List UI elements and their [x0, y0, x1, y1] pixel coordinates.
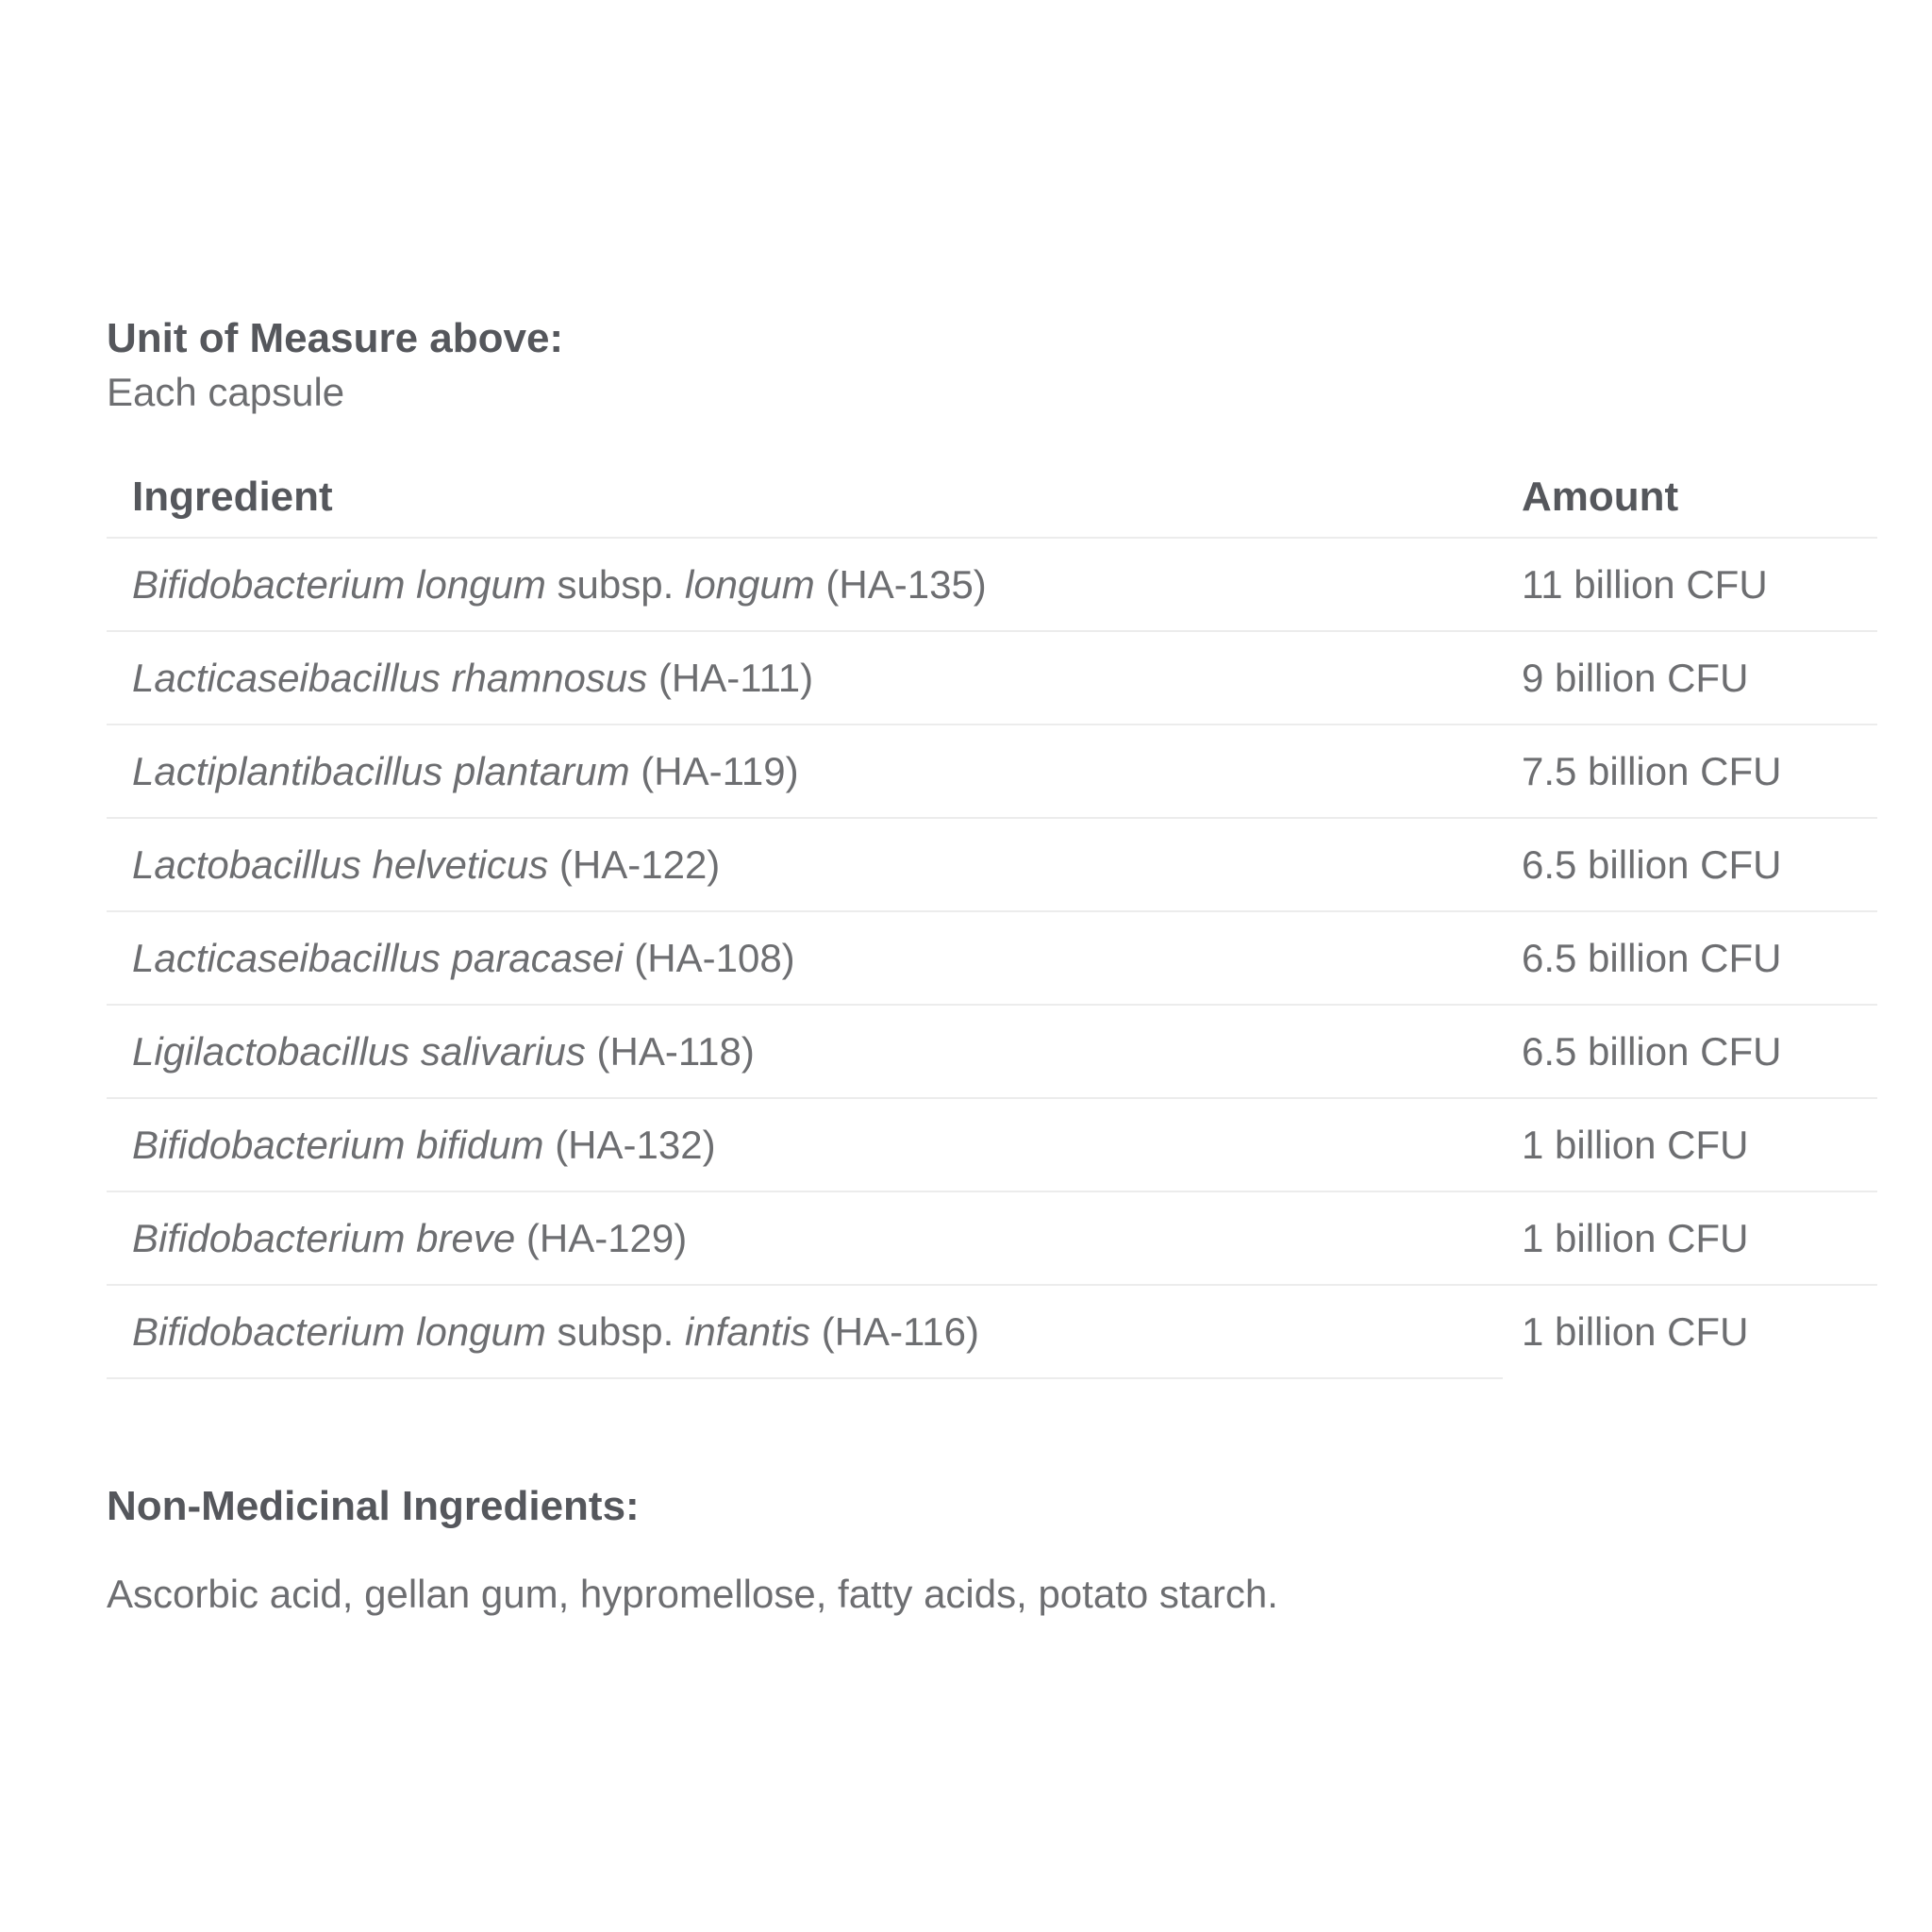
- table-row: [107, 1285, 1877, 1378]
- table-row: [107, 1005, 1877, 1098]
- ingredient-latin-name: infantis: [684, 1308, 811, 1354]
- ingredient-cell: [107, 911, 1503, 1005]
- table-header-row: [107, 472, 1877, 538]
- amount-cell: 6.5 billion CFU: [1503, 1005, 1877, 1098]
- unit-of-measure-label: Unit of Measure above:: [107, 315, 564, 361]
- unit-of-measure-value: Each capsule: [107, 370, 345, 414]
- ingredient-plain-text: (HA-108): [623, 935, 795, 980]
- non-medicinal-value: Ascorbic acid, gellan gum, hypromellose, fatty acids, potato starch.: [107, 1572, 1278, 1616]
- ingredient-plain-text: subsp.: [545, 561, 685, 607]
- ingredient-cell: [107, 631, 1503, 724]
- ingredient-plain-text: (HA-129): [515, 1215, 688, 1260]
- table-row: [107, 538, 1877, 631]
- table-row: [107, 1098, 1877, 1191]
- ingredient-latin-name: Bifidobacterium bifidum: [132, 1122, 544, 1167]
- table-row: [107, 911, 1877, 1005]
- ingredient-plain-text: (HA-111): [647, 655, 814, 700]
- ingredient-plain-text: (HA-132): [543, 1122, 716, 1167]
- non-medicinal-label: Non-Medicinal Ingredients:: [107, 1483, 640, 1529]
- ingredient-latin-name: Bifidobacterium longum: [132, 1308, 546, 1354]
- amount-cell: 11 billion CFU: [1503, 538, 1877, 631]
- ingredient-latin-name: Lactiplantibacillus plantarum: [132, 748, 630, 793]
- ingredients-table-body: [107, 538, 1877, 1378]
- ingredient-plain-text: (HA-122): [548, 841, 721, 887]
- ingredient-latin-name: Lacticaseibacillus rhamnosus: [132, 655, 648, 700]
- ingredient-latin-name: Ligilactobacillus salivarius: [132, 1028, 586, 1074]
- ingredient-plain-text: subsp.: [545, 1308, 685, 1354]
- ingredient-cell: [107, 1098, 1503, 1191]
- column-header-amount: Amount: [1503, 472, 1877, 538]
- amount-cell: 1 billion CFU: [1503, 1098, 1877, 1191]
- amount-cell: 7.5 billion CFU: [1503, 724, 1877, 818]
- table-row: [107, 1191, 1877, 1285]
- ingredient-latin-name: Bifidobacterium longum: [132, 561, 546, 607]
- ingredient-cell: [107, 1285, 1503, 1378]
- ingredient-latin-name: Lactobacillus helveticus: [132, 841, 549, 887]
- table-row: [107, 818, 1877, 911]
- ingredient-cell: [107, 724, 1503, 818]
- ingredient-cell: [107, 818, 1503, 911]
- ingredient-plain-text: (HA-119): [629, 748, 799, 793]
- amount-cell: 9 billion CFU: [1503, 631, 1877, 724]
- ingredient-latin-name: Bifidobacterium breve: [132, 1215, 516, 1260]
- ingredient-latin-name: longum: [684, 561, 815, 607]
- ingredient-cell: [107, 1005, 1503, 1098]
- amount-cell: 1 billion CFU: [1522, 1309, 1749, 1354]
- ingredient-plain-text: (HA-116): [810, 1308, 979, 1354]
- ingredients-table: [107, 472, 1877, 1379]
- ingredient-cell: [107, 1191, 1503, 1285]
- amount-cell: 1 billion CFU: [1503, 1191, 1877, 1285]
- ingredient-cell: [107, 538, 1503, 631]
- ingredient-plain-text: (HA-118): [585, 1028, 755, 1074]
- table-row: [107, 724, 1877, 818]
- ingredient-latin-name: Lacticaseibacillus paracasei: [132, 935, 624, 980]
- table-row: [107, 631, 1877, 724]
- column-header-ingredient: Ingredient: [107, 472, 1503, 538]
- amount-cell: 6.5 billion CFU: [1503, 911, 1877, 1005]
- amount-cell: 6.5 billion CFU: [1503, 818, 1877, 911]
- ingredient-plain-text: (HA-135): [814, 561, 987, 607]
